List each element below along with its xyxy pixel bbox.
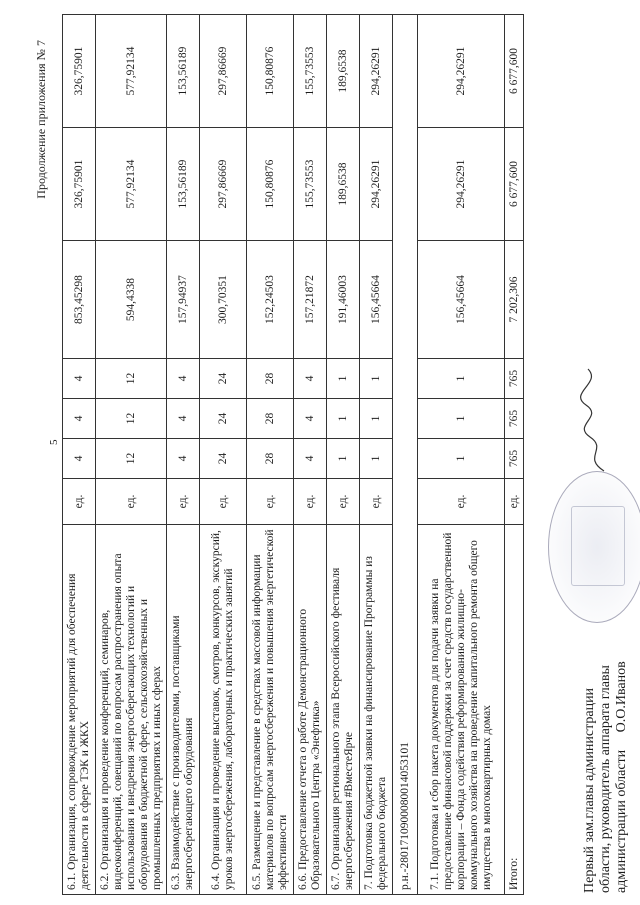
table-row: 7. Подготовка бюджетной заявки на финансирование Программы из федерального бюджета ед. 1 1 1 156,45664 294,26291 294,26291 [360, 15, 393, 895]
page-number: 5 [48, 439, 60, 445]
continuation-note: Продолжение приложения № 7 [34, 40, 48, 199]
signatory-title-line-2: области, руководитель аппарата главы [598, 665, 613, 893]
signature-block [582, 661, 630, 893]
signatory-title-line-1: Первый зам.главы администрации [582, 687, 597, 893]
signatory-name: О.О.Иванов [614, 661, 629, 733]
signatory-title-line-3: администрации области О.О.Иванов [614, 661, 629, 893]
table-row: 6.3. Взаимодействие с производителями, поставщиками энергосберегающего оборудования ед. 4 4 4 157,94937 153,56189 153,56189 [167, 15, 200, 895]
program-activities-table [62, 14, 524, 895]
total-row: Итого: ед. 765 765 765 7 202,306 6 677,600 6 677,600 [505, 15, 524, 895]
table-row: 6.5. Размещение и представление в средствах массовой информации материалов по вопросам энергосбережения и повышения энергетической эффективности ед. 28 28 28 152,24503 150,80876 150,80876 [247, 15, 294, 895]
official-seal-stamp [548, 471, 640, 623]
table-row: 6.7. Организация регионального этапа Всероссийского фестиваля энергосбережения #ВместеЯрче ед. 1 1 1 191,46003 189,6538 189,6538 [327, 15, 360, 895]
account-number: р.н.-2801710900080014053101 [393, 15, 418, 895]
handwritten-signature [578, 365, 612, 475]
table-row: 7.1. Подготовка и сбор пакета документов для подачи заявки на предоставление финансовой поддержки за счет средств государственной корпорации – Фонда содействия реформированию жилищно-коммунального хозяйства на проведение капитального ремонта общего имущества в многоквартирных домах ед. 1 1 1 156,45664 294,26291 294,26291 [418, 15, 505, 895]
account-number-row [393, 15, 418, 895]
table-row: 6.2. Организация и проведение конференций, семинаров, видеоконференций, совещаний по вопросам распространения опыта использования и внедрения энергосберегающих технологий и оборудования в бюджетной сфере, сельскохозяйственных и промышленных предприятиях и иных сферах ед. 12 12 12 594,4338 577,92134 577,92134 [96, 15, 167, 895]
table-row: 6.6. Предоставление отчета о работе Демонстрационного Образовательного Центра «Энефтика» ед. 4 4 4 157,21872 155,73553 155,73553 [294, 15, 327, 895]
table-row: 6.4. Организация и проведение выставок, смотров, конкурсов, экскурсий, уроков энергосбережения, лабораторных и практических занятий ед. 24 24 24 300,70351 297,86669 297,86669 [200, 15, 247, 895]
seal-inner-frame [571, 506, 625, 586]
table-row: 6.1. Организация, сопровождение мероприятий для обеспечения деятельности в сфере ТЭК и ЖКХ ед. 4 4 4 853,45298 326,75901 326,75901 [63, 15, 96, 895]
